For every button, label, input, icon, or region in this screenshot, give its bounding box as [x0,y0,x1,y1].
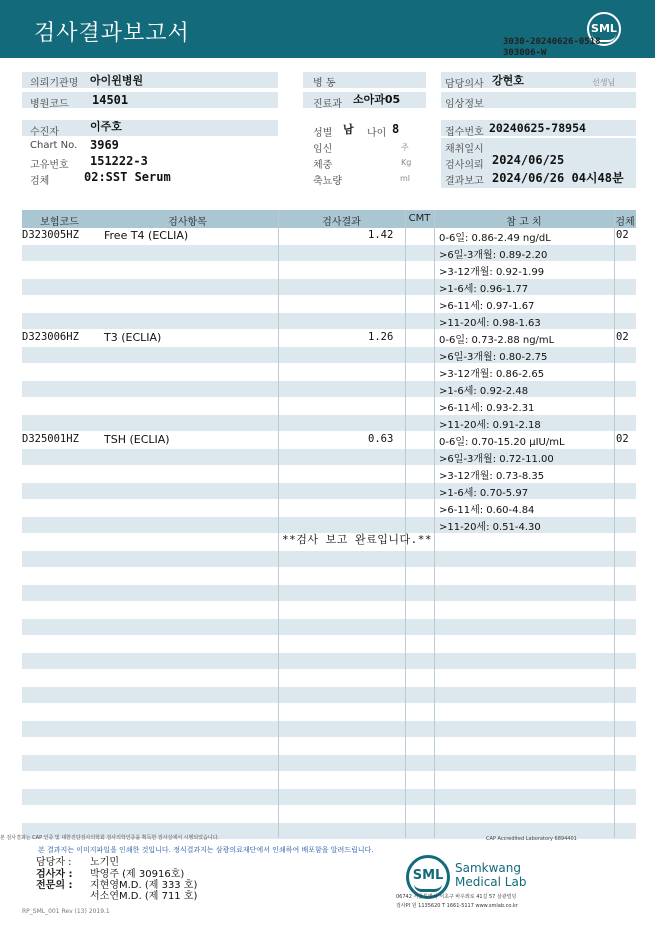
specimen-cell: 02 [616,229,629,241]
reference-range-cell: 0-6일: 0.70-15.20 μIU/mL [439,437,565,448]
report-complete-text: **검사 보고 완료입니다.** [282,533,432,546]
reference-range-cell: >1-6세: 0.70-5.97 [439,488,529,499]
table-row-stripe [22,551,636,567]
header-reference: 참 고 치 [506,217,542,228]
samkwang-logo-arc [414,884,442,892]
doctor-value: 강현호 [492,74,524,87]
name-value: 이주호 [90,120,122,133]
insurance-code-cell: D325001HZ [22,433,79,445]
request-label: 검사의뢰 [445,160,484,171]
dept-label: 진료과 [313,99,342,110]
lab-name-line2: Medical Lab [455,875,527,889]
results-table-header [22,210,636,228]
uid-value: 151222-3 [90,154,148,168]
test-result-cell: 1.42 [368,229,394,241]
column-divider [614,210,615,838]
name-label: 수진자 [30,127,59,138]
reference-range-cell: >6-11세: 0.93-2.31 [439,403,535,414]
reference-range-cell: >1-6세: 0.92-2.48 [439,386,529,397]
reference-range-cell: >6-11세: 0.60-4.84 [439,505,535,516]
table-row-stripe [22,415,636,431]
test-result-cell: 0.63 [368,433,394,445]
column-divider [278,210,279,838]
reference-range-cell: 0-6일: 0.73-2.88 ng/mL [439,335,555,346]
reporter-label: 담당자 : [36,857,72,868]
receipt-label: 접수번호 [445,127,484,138]
request-value: 2024/06/25 [492,153,565,167]
dept-value: 소아과05 [353,93,401,106]
reporter-value: 노기민 [90,857,119,868]
form-code: RP_SML_001 Rev (13) 2019.1 [22,908,110,915]
header-cmt: CMT [408,213,431,224]
collect-label: 채취일시 [445,144,484,155]
expert-value-1: 지현영M.D. (제 333 호) [90,880,198,891]
table-row-stripe [22,653,636,669]
code-value: 14501 [92,93,129,107]
reference-range-cell: >3-12개월: 0.73-8.35 [439,471,545,482]
age-label: 나이 [367,128,387,139]
age-value: 8 [392,122,400,136]
reference-range-cell: >6일-3개월: 0.89-2.20 [439,250,548,261]
table-row-stripe [22,585,636,601]
cap-accreditation: CAP Accredited Laboratory 6894401 [486,836,577,842]
lab-name [455,861,526,889]
lab-address [396,893,518,911]
document-number-line2: 303006-W [503,48,547,58]
weight-label: 체중 [313,160,333,171]
hospital-value: 아이윈병원 [90,74,144,87]
reference-range-cell: >1-6세: 0.96-1.77 [439,284,529,295]
clinical-label: 임상정보 [445,99,484,110]
doctor-suffix: 선생님 [592,78,616,87]
lab-name-line1: Samkwang [455,861,521,875]
specimen-cell: 02 [616,433,629,445]
fine-print: 본 검사결과는 CAP 인증 및 대한진단검사의학회 검사의학인증을 획득한 검사실에서 시행되었습니다. [0,835,220,841]
reference-range-cell: >3-12개월: 0.86-2.65 [439,369,545,380]
weight-unit: Kg [401,158,412,167]
code-label: 병원코드 [30,99,69,110]
expert-value-2: 서소연M.D. (제 711 호) [90,891,198,902]
doctor-label: 담당의사 [445,79,484,90]
document-number [503,37,601,59]
chart-label: Chart No. [30,140,78,151]
table-row-stripe [22,279,636,295]
document-number-line1: 3030-20240626-0518 [503,37,601,47]
specimen-cell: 02 [616,331,629,343]
test-name-cell: T3 (ECLIA) [104,331,162,344]
urine-label: 축뇨량 [313,176,342,187]
pregnancy-unit: 주 [401,143,409,152]
pregnancy-label: 임신 [313,144,333,155]
reference-range-cell: >6-11세: 0.97-1.67 [439,301,535,312]
samkwang-logo-text: SML [412,868,444,883]
hospital-label: 의뢰기관명 [30,78,79,89]
tester-label: 검사자 : [36,869,73,880]
header-insurance-code: 보험코드 [40,217,79,228]
reference-range-cell: >11-20세: 0.51-4.30 [439,522,541,533]
sex-label: 성별 [313,128,333,139]
insurance-code-cell: D323005HZ [22,229,79,241]
lab-address-line1: 06742 서울특별시 서초구 바우뫼로 41길 57 삼광빌딩 [396,894,517,900]
test-result-cell: 1.26 [368,331,394,343]
test-name-cell: TSH (ECLIA) [104,433,170,446]
urine-unit: ml [400,174,411,183]
receipt-value: 20240625-78954 [489,121,586,135]
table-row-stripe [22,313,636,329]
reference-range-cell: >3-12개월: 0.92-1.99 [439,267,545,278]
reference-range-cell: >11-20세: 0.91-2.18 [439,420,541,431]
table-row-stripe [22,619,636,635]
table-row-stripe [22,755,636,771]
header-result: 검사결과 [322,217,361,228]
uid-label: 고유번호 [30,160,69,171]
specimen-value: 02:SST Serum [84,170,171,184]
sex-value: 남 [343,123,354,136]
expert-label: 전문의 : [36,880,73,891]
reference-range-cell: >6일-3개월: 0.80-2.75 [439,352,548,363]
reference-range-cell: >11-20세: 0.98-1.63 [439,318,541,329]
chart-value: 3969 [90,138,119,152]
reference-range-cell: >6일-3개월: 0.72-11.00 [439,454,554,465]
ward-label: 병 동 [313,78,336,89]
table-row-stripe [22,687,636,703]
sml-logo-text: SML [591,22,617,35]
column-divider [405,210,406,838]
report-time-value: 2024/06/26 04시48분 [492,171,624,185]
reference-range-cell: 0-6일: 0.86-2.49 ng/dL [439,233,551,244]
info-bar [22,120,278,136]
table-row-stripe [22,789,636,805]
insurance-code-cell: D323006HZ [22,331,79,343]
report-time-label: 결과보고 [445,176,484,187]
table-row-stripe [22,483,636,499]
tester-value: 박영주 (제 30916호) [90,869,185,880]
image-notice: 본 결과지는 이미지파일을 인쇄한 것입니다. 정식결과지는 삼광의료재단에서 인쇄하여 배포함을 알려드립니다. [38,846,374,854]
table-row-stripe [22,721,636,737]
specimen-label: 검체 [30,176,50,187]
header-test-item: 검사항목 [168,217,207,228]
lab-address-line2: 검사PI 원 1135620 T 1661-5117 www.smlab.co.kr [396,903,518,909]
test-name-cell: Free T4 (ECLIA) [104,229,189,242]
column-divider [434,210,435,838]
table-row-stripe [22,381,636,397]
report-title: 검사결과보고서 [34,21,190,46]
header-specimen: 검체 [615,217,635,228]
